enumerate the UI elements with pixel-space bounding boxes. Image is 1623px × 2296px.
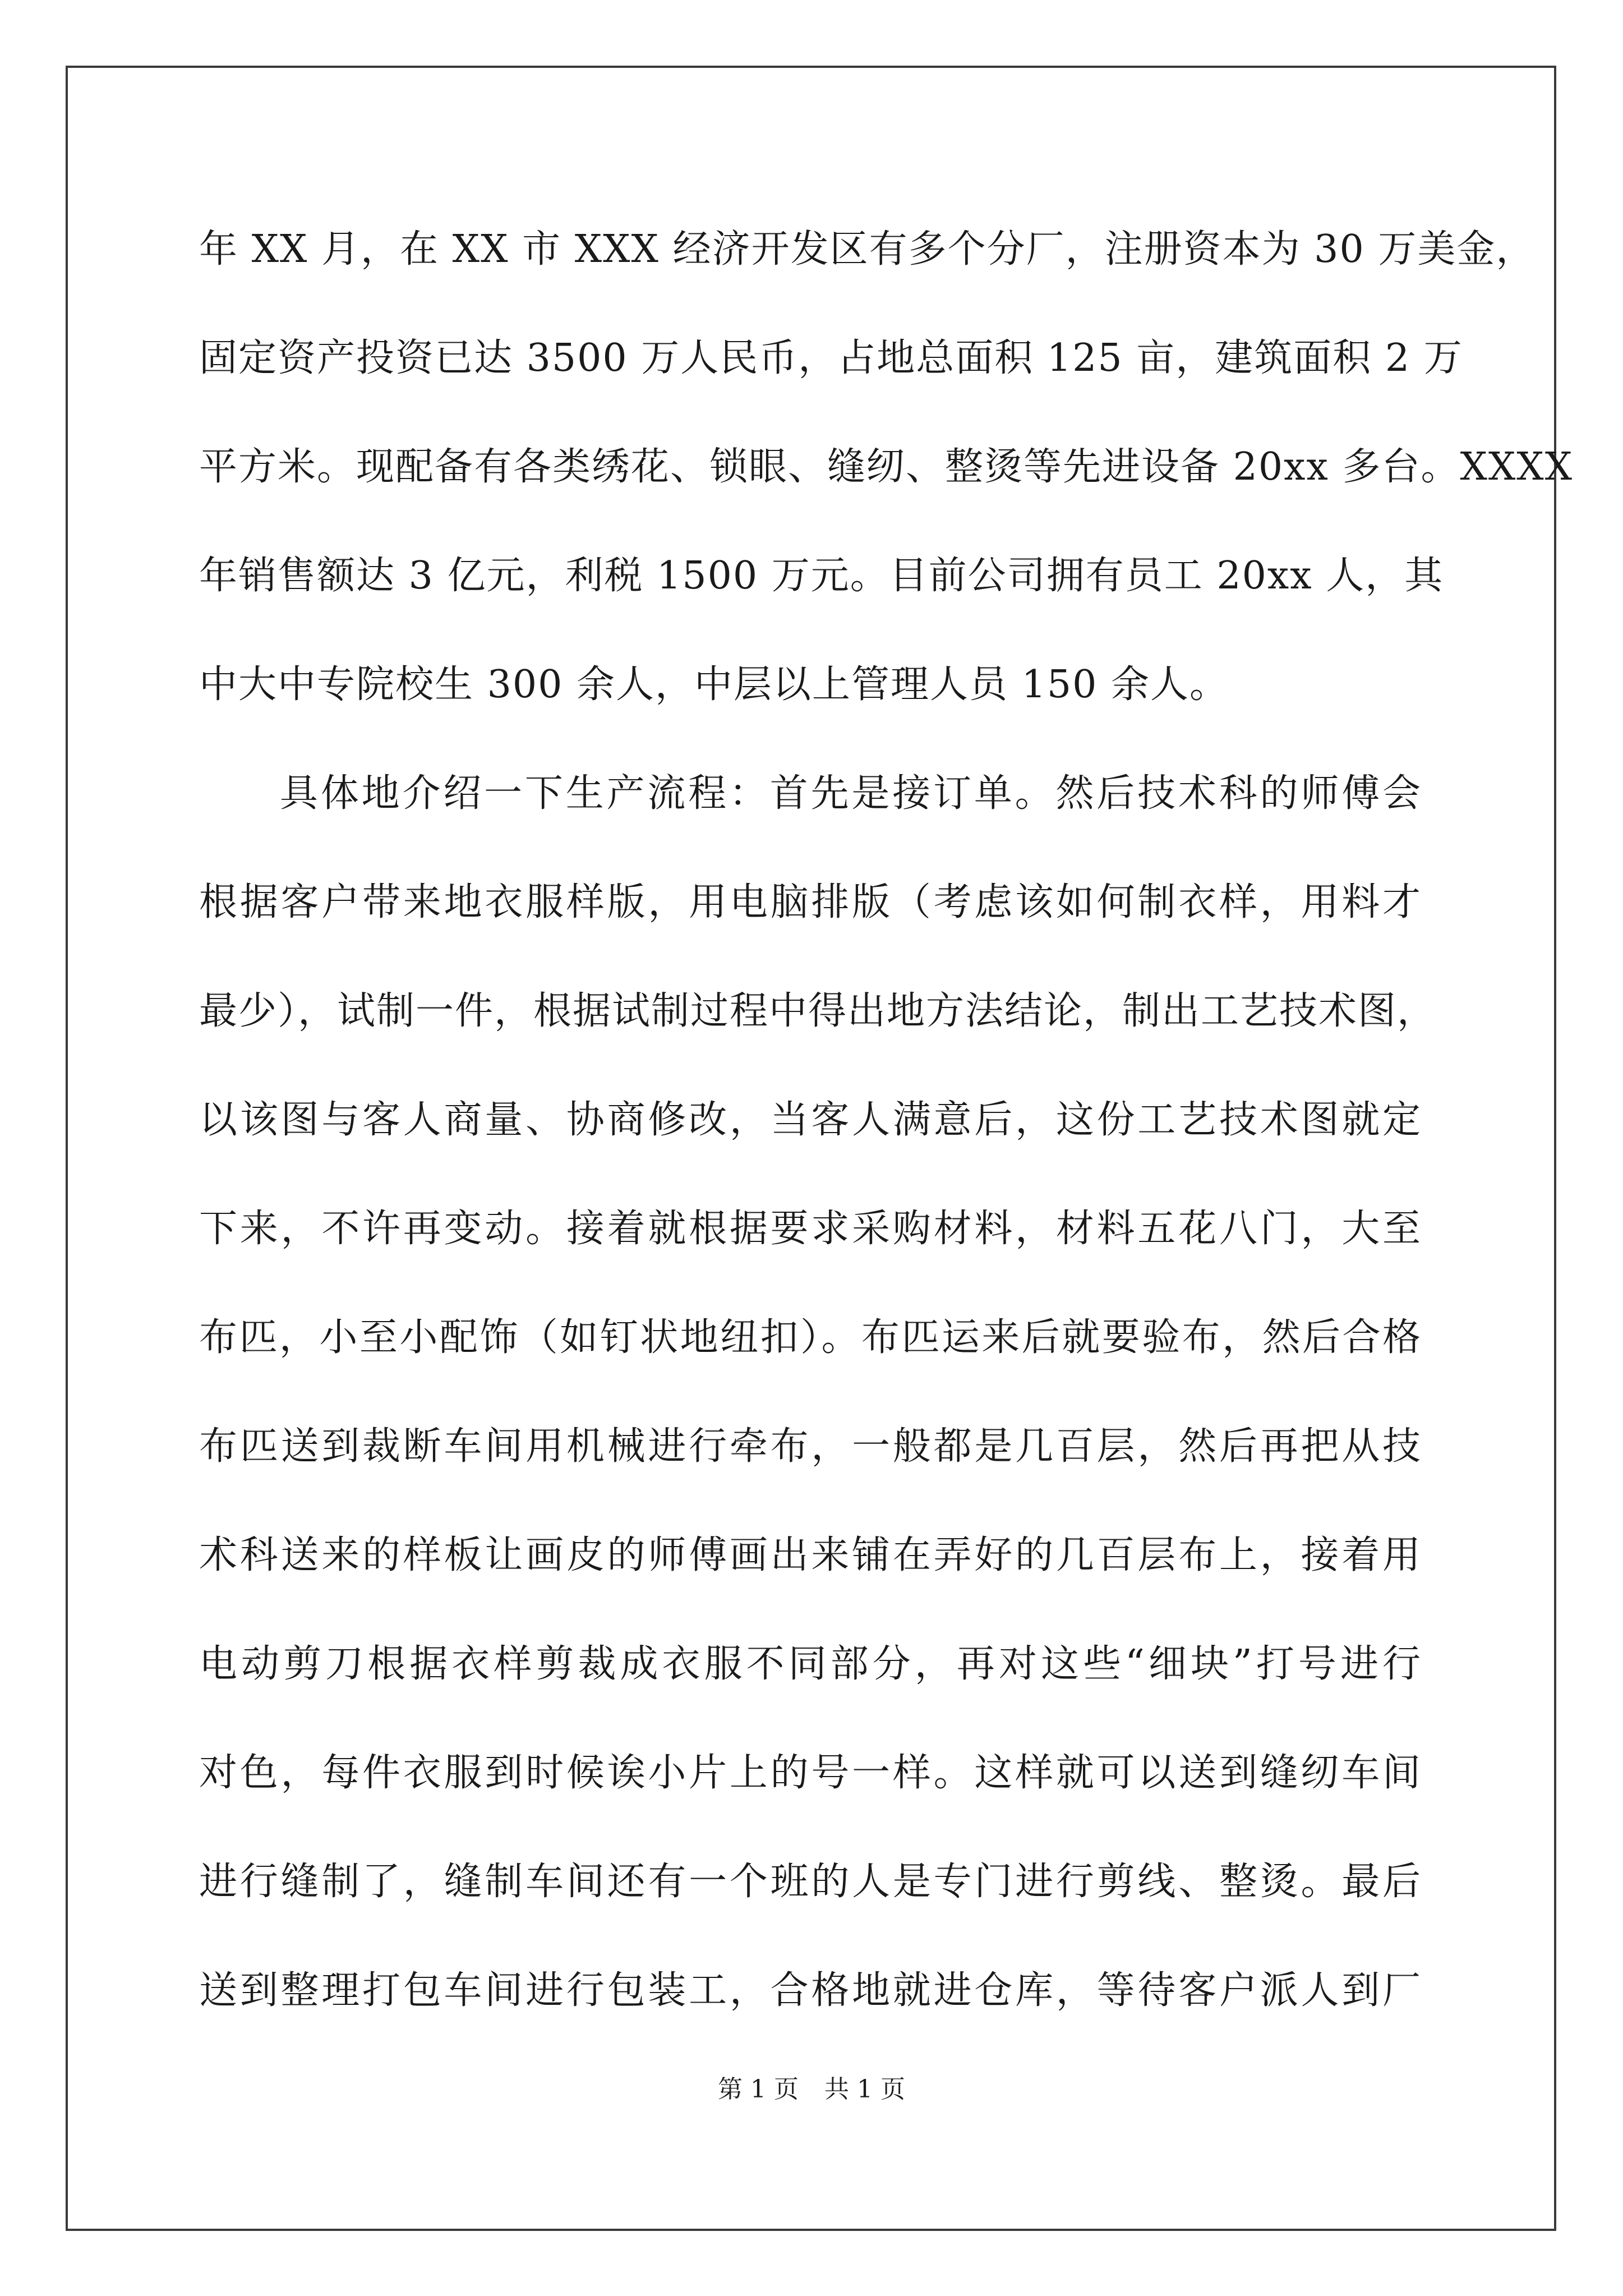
- text-line: 根据客户带来地衣服样版，用电脑排版（考虑该如何制衣样，用料才: [199, 880, 1422, 924]
- text-line: 以该图与客人商量、协商修改，当客人满意后，这份工艺技术图就定: [199, 1098, 1422, 1142]
- text-line: 下来，不许再变动。接着就根据要求采购材料，材料五花八门，大至: [199, 1207, 1422, 1251]
- text-line: 中大中专院校生 300 余人，中层以上管理人员 150 余人。: [199, 662, 1229, 707]
- text-line: 具体地介绍一下生产流程：首先是接订单。然后技术科的师傅会: [280, 771, 1422, 816]
- text-line: 电动剪刀根据衣样剪裁成衣服不同部分，再对这些“细块”打号进行: [199, 1642, 1422, 1686]
- text-line: 最少），试制一件，根据试制过程中得出地方法结论，制出工艺技术图，: [199, 989, 1437, 1033]
- text-line: 年销售额达 3 亿元，利税 1500 万元。目前公司拥有员工 20xx 人，其: [199, 554, 1444, 598]
- text-line: 固定资产投资已达 3500 万人民币，占地总面积 125 亩，建筑面积 2 万: [199, 336, 1463, 380]
- text-line: 进行缝制了，缝制车间还有一个班的人是专门进行剪线、整烫。最后: [199, 1860, 1422, 1904]
- text-line: 术科送来的样板让画皮的师傅画出来铺在弄好的几百层布上，接着用: [199, 1533, 1422, 1577]
- text-line: 平方米。现配备有各类绣花、锁眼、缝纫、整烫等先进设备 20xx 多台。XXXX: [199, 445, 1574, 489]
- text-line: 送到整理打包车间进行包装工，合格地就进仓库，等待客户派人到厂: [199, 1968, 1422, 2013]
- text-line: 布匹送到裁断车间用机械进行牵布，一般都是几百层，然后再把从技: [199, 1424, 1422, 1469]
- document-body: [199, 219, 1574, 2069]
- text-line: 对色，每件衣服到时候诶小片上的号一样。这样就可以送到缝纫车间: [199, 1751, 1422, 1795]
- text-line: 布匹，小至小配饰（如钉状地纽扣）。布匹运来后就要验布，然后合格: [199, 1315, 1422, 1360]
- page-footer: [0, 2073, 1623, 2106]
- text-line: 年 XX 月，在 XX 市 XXX 经济开发区有多个分厂，注册资本为 30 万美金，: [199, 227, 1536, 272]
- page-number: 第 1 页: [718, 2075, 799, 2104]
- page-total: 共 1 页: [824, 2075, 905, 2104]
